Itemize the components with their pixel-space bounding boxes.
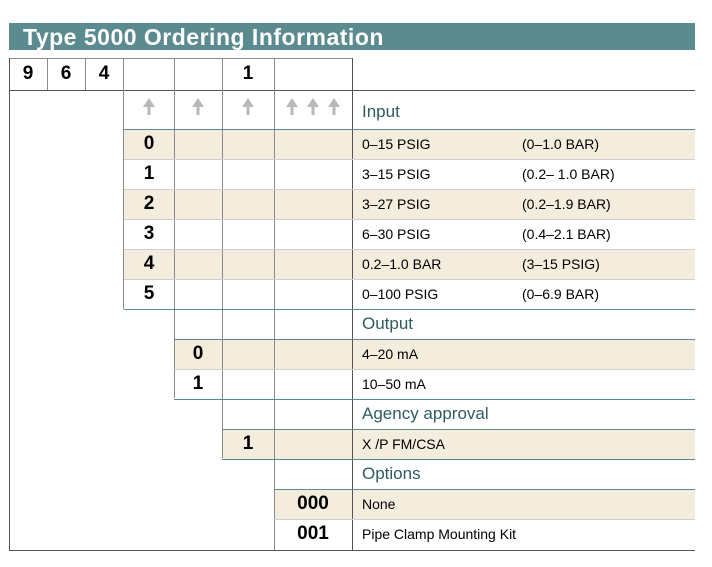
agency-heading: Agency approval [362,404,489,423]
input-label-3: 6–30 PSIG [362,226,431,242]
input-code-0: 0 [143,133,155,154]
code-digit-3: 4 [98,63,110,84]
input-alt-1: (0.2– 1.0 BAR) [522,166,615,182]
agency-label-0: X /P FM/CSA [362,436,445,452]
options-heading: Options [362,464,421,483]
output-heading: Output [362,314,414,333]
input-alt-2: (0.2–1.9 BAR) [522,196,611,212]
up-arrow-icon [143,98,155,115]
code-digit-2: 6 [60,63,72,84]
input-code-1: 1 [143,163,155,184]
up-arrow-icon [286,98,298,115]
code-digit-6: 1 [242,63,254,84]
up-arrow-icon [242,98,254,115]
input-label-5: 0–100 PSIG [362,286,439,302]
up-arrow-icon [328,98,340,115]
input-heading: Input [362,102,400,121]
options-label-0: None [362,496,396,512]
input-alt-3: (0.4–2.1 BAR) [522,226,611,242]
input-label-4: 0.2–1.0 BAR [362,256,442,272]
input-code-2: 2 [143,193,155,214]
agency-code-0: 1 [242,433,254,454]
up-arrow-icon [307,98,319,115]
options-code-1: 001 [297,523,329,544]
page-title: Type 5000 Ordering Information [23,24,384,50]
input-alt-5: (0–6.9 BAR) [522,286,600,302]
input-label-1: 3–15 PSIG [362,166,431,182]
options-label-1: Pipe Clamp Mounting Kit [362,526,517,542]
input-code-5: 5 [143,283,155,304]
output-code-0: 0 [192,343,204,364]
input-code-3: 3 [143,223,155,244]
input-code-4: 4 [143,253,155,274]
output-label-0: 4–20 mA [362,346,419,362]
code-digit-1: 9 [22,63,34,84]
input-alt-4: (3–15 PSIG) [522,256,600,272]
options-code-0: 000 [297,493,329,514]
input-label-0: 0–15 PSIG [362,136,431,152]
input-alt-0: (0–1.0 BAR) [522,136,600,152]
output-code-1: 1 [192,373,204,394]
input-label-2: 3–27 PSIG [362,196,431,212]
output-label-1: 10–50 mA [362,376,426,392]
up-arrow-icon [192,98,204,115]
